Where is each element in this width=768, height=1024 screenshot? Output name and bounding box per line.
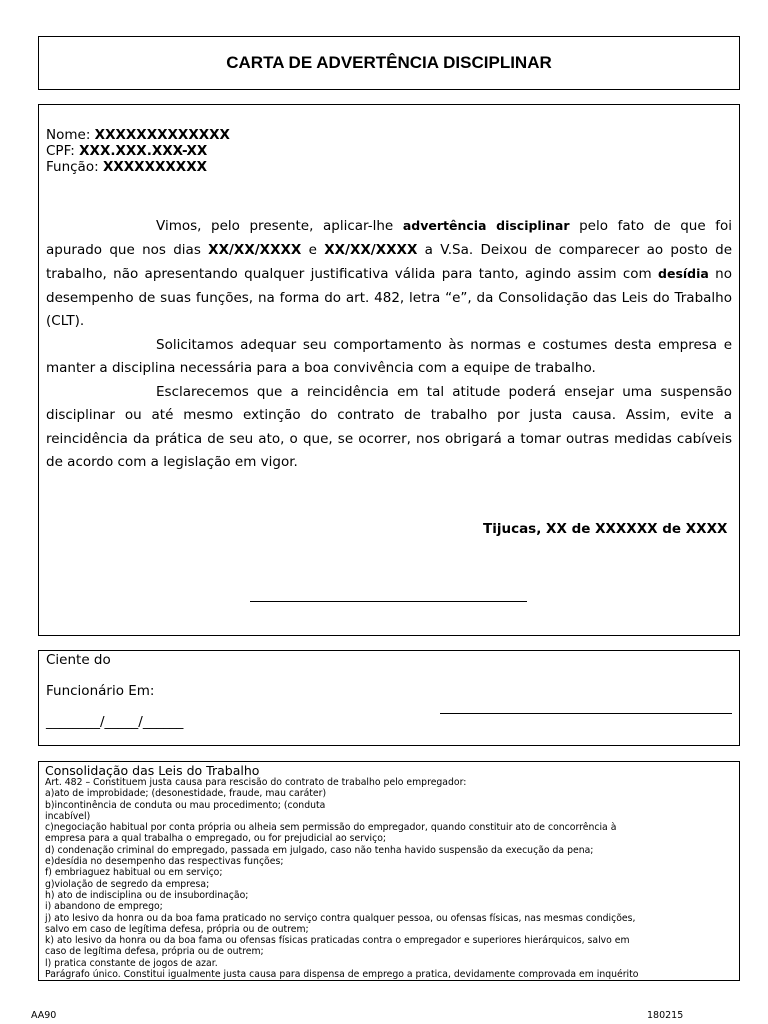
clt-line: f) embriaguez habitual ou em serviço; bbox=[45, 867, 223, 879]
p1-desidia: desídia bbox=[658, 266, 709, 281]
acknowledgement-box bbox=[38, 650, 740, 746]
letter-body bbox=[46, 214, 732, 475]
p1-date-2: XX/XX/XXXX bbox=[324, 241, 418, 258]
clt-items bbox=[45, 777, 735, 980]
clt-line: d) condenação criminal do empregado, passada em julgado, caso não tenha havido suspensão da execução da pena; bbox=[45, 844, 594, 856]
nome-field bbox=[46, 127, 230, 143]
cpf-value: XXX.XXX.XXX-XX bbox=[79, 143, 208, 159]
clt-line: Art. 482 – Constituem justa causa para rescisão do contrato de trabalho pelo empregador: bbox=[45, 777, 467, 788]
cpf-label: CPF: bbox=[46, 143, 80, 159]
ack-line-1: Ciente do bbox=[46, 652, 111, 668]
p1-advertencia: advertência disciplinar bbox=[402, 218, 570, 233]
signature-line bbox=[250, 601, 527, 602]
nome-value: XXXXXXXXXXXXX bbox=[94, 127, 230, 143]
ack-line-2: Funcionário Em: bbox=[46, 683, 155, 699]
cpf-field bbox=[46, 143, 207, 159]
footer-code: AA90 bbox=[31, 1010, 57, 1021]
clt-line: a)ato de improbidade; (desonestidade, fraude, mau caráter) bbox=[45, 788, 327, 800]
paragraph-3: Esclarecemos que a reincidência em tal atitude poderá ensejar uma suspensão disciplinar ou até mesmo extinção do contrato de trabalho por justa causa. Assim, evite a reincidência da prática de seu ato, o que, se ocorrer, nos obrigará a tomar outras medidas cabíveis de acordo com a legislação em vigor. bbox=[46, 383, 732, 470]
clt-line: Parágrafo único. Constitui igualmente justa causa para dispensa de emprego a pratica, devidamente comprovada em inquérito bbox=[45, 969, 639, 981]
clt-line: empresa para a qual trabalha o empregado, ou for prejudicial ao serviço; bbox=[45, 833, 387, 845]
p1-text-a: Vimos, pelo presente, aplicar-lhe bbox=[156, 218, 403, 234]
clt-line: h) ato de indisciplina ou de insubordinação; bbox=[45, 889, 249, 901]
document-title: CARTA DE ADVERTÊNCIA DISCIPLINAR bbox=[226, 53, 552, 72]
ack-date-blank: ________/_____/______ bbox=[46, 714, 184, 730]
clt-line: caso de legítima defesa, própria ou de outrem; bbox=[45, 946, 264, 958]
clt-line: salvo em caso de legítima defesa, própria ou de outrem; bbox=[45, 923, 309, 935]
clt-line: e)desídia no desempenho das respectivas funções; bbox=[45, 856, 284, 868]
place-date: Tijucas, XX de XXXXXX de XXXX bbox=[483, 521, 728, 537]
nome-label: Nome: bbox=[46, 127, 95, 143]
clt-line: l) pratica constante de jogos de azar. bbox=[45, 957, 218, 969]
p1-text-i: no desempenho de suas funções, na forma do art. 482, letra “e”, da Consolidação das Leis do Trabalho (CLT). bbox=[46, 266, 732, 329]
p1-text-c: pelo fato de que foi apurado que nos dias bbox=[46, 218, 733, 258]
title-box bbox=[38, 36, 740, 90]
clt-box bbox=[38, 761, 740, 981]
funcao-label: Função: bbox=[46, 159, 103, 175]
clt-line: i) abandono de emprego; bbox=[45, 901, 163, 913]
funcao-field bbox=[46, 159, 207, 175]
clt-line: g)violação de segredo da empresa; bbox=[45, 878, 210, 890]
clt-line: j) ato lesivo da honra ou da boa fama praticado no serviço contra qualquer pessoa, ou ofensas físicas, nas mesmas condições, bbox=[45, 912, 636, 924]
letter-box bbox=[38, 104, 740, 636]
p1-date-1: XX/XX/XXXX bbox=[208, 241, 302, 258]
employee-signature-line bbox=[440, 713, 732, 714]
clt-line: b)incontinência de conduta ou mau procedimento; (conduta bbox=[45, 799, 326, 811]
paragraph-1 bbox=[46, 214, 732, 334]
footer-number: 180215 bbox=[647, 1010, 684, 1021]
clt-line: incabível) bbox=[45, 810, 91, 822]
p1-text-e: e bbox=[301, 241, 325, 258]
clt-title: Consolidação das Leis do Trabalho bbox=[45, 763, 260, 778]
paragraph-2: Solicitamos adequar seu comportamento às normas e costumes desta empresa e manter a disciplina necessária para a boa convivência com a equipe de trabalho. bbox=[46, 336, 732, 376]
clt-line: c)negociação habitual por conta própria ou alheia sem permissão do empregador, quando constituir ato de concorrência à bbox=[45, 822, 617, 834]
funcao-value: XXXXXXXXXX bbox=[102, 159, 208, 175]
clt-line: k) ato lesivo da honra ou da boa fama ou ofensas físicas praticadas contra o empregador e superiores hierárquicos, salvo em bbox=[45, 935, 630, 947]
p1-text-g: a V.Sa. Deixou de comparecer ao posto de trabalho, não apresentando qualquer justificativa válida para tanto, agindo assim com bbox=[46, 241, 733, 282]
